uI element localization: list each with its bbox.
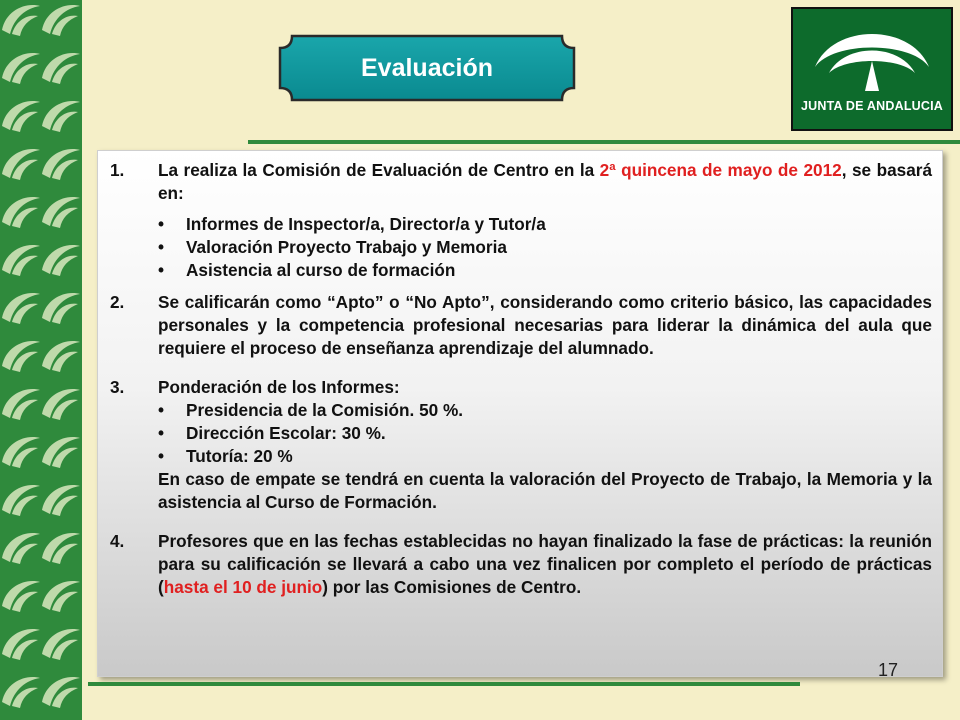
content-box [97, 150, 943, 677]
item-text: Profesores que en las fechas establecidas no hayan finalizado la fase de prácticas: la reunión para su calificación se llevará a cabo una vez finalicen por completo el período de prácticas ( [158, 531, 932, 597]
top-divider [248, 140, 960, 144]
bullet-item [158, 259, 932, 282]
item-note: En caso de empate se tendrá en cuenta la valoración del Proyecto de Trabajo, la Memoria y la asistencia al Curso de Formación. [158, 469, 932, 512]
bullet-text: Asistencia al curso de formación [186, 260, 456, 280]
highlight-date: hasta el 10 de junio [163, 577, 323, 597]
swoosh-pattern-icon [0, 0, 82, 720]
item-number: 4. [110, 531, 125, 551]
title-banner [278, 34, 576, 102]
item-text: Se calificarán como “Apto” o “No Apto”, considerando como criterio básico, las capacidades personales y la competencia profesional necesarias para liderar la dinámica del aula que requiere el proceso de enseñanza aprendizaje del alumnado. [158, 292, 932, 358]
logo-text: JUNTA DE ANDALUCIA [800, 99, 944, 113]
item-text: ) por las Comisiones de Centro. [322, 577, 582, 597]
bullet-item [158, 213, 932, 236]
item-body [158, 530, 932, 599]
item-body [158, 159, 932, 282]
item-text: Ponderación de los Informes: [158, 377, 400, 397]
bullet-text: Valoración Proyecto Trabajo y Memoria [186, 237, 507, 257]
highlight-date: 2ª quincena de mayo de 2012 [599, 160, 842, 180]
bottom-divider [88, 682, 800, 686]
bullet-text: Informes de Inspector/a, Director/a y Tutor/a [186, 214, 546, 234]
item-number: 2. [110, 292, 125, 312]
bullet-text: Tutoría: 20 % [186, 446, 293, 466]
bullet-icon: • [158, 400, 165, 420]
list-item-4 [110, 530, 932, 599]
bullet-icon: • [158, 446, 165, 466]
item-number: 3. [110, 377, 125, 397]
page-number: 17 [877, 660, 899, 680]
bullet-icon: • [158, 214, 165, 234]
item-body [158, 376, 932, 514]
bullet-icon: • [158, 237, 165, 257]
item-text: , se basará en: [158, 160, 933, 203]
bullet-icon: • [158, 423, 165, 443]
bullet-item [158, 422, 932, 445]
junta-andalucia-logo [791, 7, 953, 131]
page-title: Evaluación [361, 53, 493, 82]
bullet-item [158, 236, 932, 259]
bullet-item [158, 399, 932, 422]
item-number: 1. [110, 160, 125, 180]
bullet-list [158, 213, 932, 282]
decorative-left-band [0, 0, 82, 720]
list-item-1 [110, 159, 932, 282]
bullet-list [158, 399, 932, 468]
bullet-item [158, 445, 932, 468]
list-item-2 [110, 291, 932, 360]
bullet-icon: • [158, 260, 165, 280]
bullet-text: Dirección Escolar: 30 %. [186, 423, 386, 443]
item-text: La realiza la Comisión de Evaluación de Centro en la [158, 160, 600, 180]
bullet-text: Presidencia de la Comisión. 50 %. [186, 400, 464, 420]
list-item-3 [110, 376, 932, 514]
